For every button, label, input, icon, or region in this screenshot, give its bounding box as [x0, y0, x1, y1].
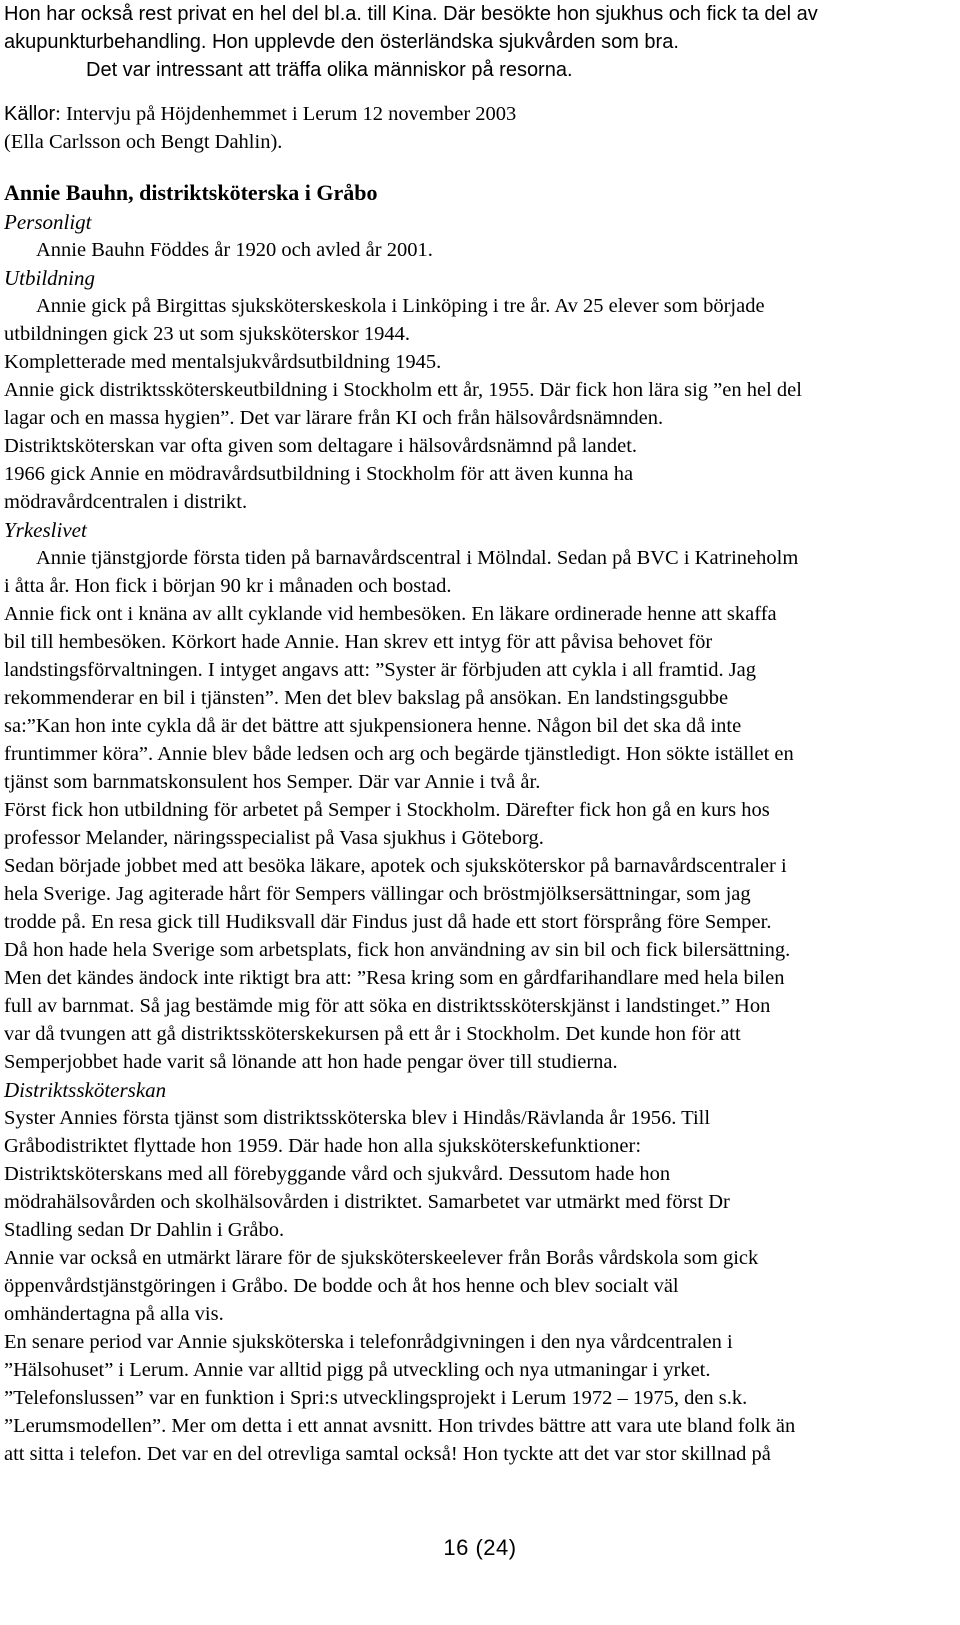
yrkeslivet-line-15: Då hon hade hela Sverige som arbetsplats, fick hon användning av sin bil och fick bilersättning.: [4, 939, 791, 961]
utbildning-line-2: utbildningen gick 23 ut som sjuksköterskor 1944.: [4, 323, 410, 345]
yrkeslivet-line-16: Men det kändes ändock inte riktigt bra att: ”Resa kring som en gårdfarihandlare med hela bilen: [4, 967, 785, 989]
yrkeslivet-line-18: var då tvungen att gå distriktssköterskekursen på ett år i Stockholm. Det kunde hon för att: [4, 1023, 741, 1045]
sources-line-2: (Ella Carlsson och Bengt Dahlin).: [4, 131, 283, 153]
distrikt-line-1: Syster Annies första tjänst som distriktssköterska blev i Hindås/Rävlanda år 1956. Till: [4, 1107, 711, 1129]
utbildning-line-7: 1966 gick Annie en mödravårdsutbildning i Stockholm för att även kunna ha: [4, 463, 634, 485]
document-page: [4, 0, 954, 1468]
sources-block: [4, 100, 954, 156]
utbildning-line-1: Annie gick på Birgittas sjuksköterskeskola i Linköping i tre år. Av 25 elever som började: [36, 295, 765, 317]
yrkeslivet-line-13: hela Sverige. Jag agiterade hårt för Sempers vällingar och bröstmjölksersättningar, som jag: [4, 883, 751, 905]
distrikt-line-8: omhändertagna på alla vis.: [4, 1303, 224, 1325]
utbildning-line-6: Distriktsköterskan var ofta given som deltagare i hälsovårdsnämnd på landet.: [4, 435, 638, 457]
sources-label: Källor: [4, 103, 56, 125]
distrikt-line-5: Stadling sedan Dr Dahlin i Gråbo.: [4, 1219, 285, 1241]
intro-line-1: Hon har också rest privat en hel del bl.a. till Kina. Där besökte hon sjukhus och fick ta del av: [4, 3, 818, 25]
sources-line-1: [4, 100, 954, 128]
section-heading-distriktsskoterskan: Distriktssköterskan: [4, 1078, 167, 1102]
distrikt-line-2: Gråbodistriktet flyttade hon 1959. Där hade hon alla sjuksköterskefunktioner:: [4, 1135, 642, 1157]
intro-line-3: Det var intressant att träffa olika människor på resorna.: [86, 59, 573, 81]
intro-line-2: akupunkturbehandling. Hon upplevde den österländska sjukvården som bra.: [4, 31, 679, 53]
yrkeslivet-line-6: rekommenderar en bil i tjänsten”. Men det blev bakslag på ansökan. En landstingsgubbe: [4, 687, 729, 709]
distrikt-line-4: mödrahälsovården och skolhälsovården i distriktet. Samarbetet var utmärkt med först Dr: [4, 1191, 730, 1213]
utbildning-line-3: Kompletterade med mentalsjukvårdsutbildning 1945.: [4, 351, 442, 373]
yrkeslivet-line-5: landstingsförvaltningen. I intyget angavs att: ”Syster är förbjuden att cykla i all framtid. Jag: [4, 659, 757, 681]
personligt-paragraph: Annie Bauhn Föddes år 1920 och avled år 2001.: [36, 239, 433, 261]
utbildning-line-8: mödravårdcentralen i distrikt.: [4, 491, 248, 513]
yrkeslivet-line-10: Först fick hon utbildning för arbetet på Semper i Stockholm. Därefter fick hon gå en kurs hos: [4, 799, 770, 821]
yrkeslivet-line-11: professor Melander, näringsspecialist på Vasa sjukhus i Göteborg.: [4, 827, 544, 849]
yrkeslivet-line-7: sa:”Kan hon inte cykla då är det bättre att sjukpensionera henne. Någon bil det ska då inte: [4, 715, 742, 737]
yrkeslivet-line-9: tjänst som barnmatskonsulent hos Semper. Där var Annie i två år.: [4, 771, 541, 793]
yrkeslivet-line-19: Semperjobbet hade varit så lönande att hon hade pengar över till studierna.: [4, 1051, 618, 1073]
distrikt-line-7: öppenvårdstjänstgöringen i Gråbo. De bodde och åt hos henne och blev socialt väl: [4, 1275, 679, 1297]
sources-text: : Intervju på Höjdenhemmet i Lerum 12 november 2003: [55, 103, 517, 125]
distrikt-line-11: ”Telefonslussen” var en funktion i Spri:s utvecklingsprojekt i Lerum 1972 – 1975, den s.k.: [4, 1387, 748, 1409]
yrkeslivet-line-1: Annie tjänstgjorde första tiden på barnavårdscentral i Mölndal. Sedan på BVC i Katrineholm: [36, 547, 799, 569]
distrikt-line-9: En senare period var Annie sjuksköterska i telefonrådgivningen i den nya vårdcentralen i: [4, 1331, 733, 1353]
article-title: Annie Bauhn, distriktsköterska i Gråbo: [4, 180, 378, 205]
yrkeslivet-line-14: trodde på. En resa gick till Hudiksvall där Findus just då hade ett stort försprång före Semper.: [4, 911, 772, 933]
yrkeslivet-line-2: i åtta år. Hon fick i början 90 kr i månaden och bostad.: [4, 575, 452, 597]
distrikt-line-13: att sitta i telefon. Det var en del otrevliga samtal också! Hon tyckte att det var stor skillnad på: [4, 1443, 771, 1465]
page-number: 16 (24): [443, 1535, 517, 1560]
section-heading-yrkeslivet: Yrkeslivet: [4, 518, 87, 542]
section-heading-personligt: Personligt: [4, 210, 92, 234]
distrikt-line-6: Annie var också en utmärkt lärare för de sjuksköterskeelever från Borås vårdskola som gick: [4, 1247, 759, 1269]
section-heading-utbildning: Utbildning: [4, 266, 96, 290]
yrkeslivet-line-8: fruntimmer köra”. Annie blev både ledsen och arg och begärde tjänstledigt. Hon sökte istället en: [4, 743, 794, 765]
distrikt-line-10: ”Hälsohuset” i Lerum. Annie var alltid pigg på utveckling och nya utmaningar i yrket.: [4, 1359, 711, 1381]
utbildning-line-5: lagar och en massa hygien”. Det var lärare från KI och från hälsovårdsnämnden.: [4, 407, 664, 429]
utbildning-line-4: Annie gick distriktssköterskeutbildning i Stockholm ett år, 1955. Där fick hon lära sig ”en hel del: [4, 379, 802, 401]
yrkeslivet-line-17: full av barnmat. Så jag bestämde mig för att söka en distriktssköterskjänst i landstinget.” Hon: [4, 995, 771, 1017]
distrikt-line-12: ”Lerumsmodellen”. Mer om detta i ett annat avsnitt. Hon trivdes bättre att vara ute bland folk än: [4, 1415, 796, 1437]
distrikt-line-3: Distriktsköterskans med all förebyggande vård och sjukvård. Dessutom hade hon: [4, 1163, 671, 1185]
yrkeslivet-line-3: Annie fick ont i knäna av allt cyklande vid hembesöken. En läkare ordinerade henne att skaffa: [4, 603, 777, 625]
yrkeslivet-line-12: Sedan började jobbet med att besöka läkare, apotek och sjuksköterskor på barnavårdscentraler i: [4, 855, 787, 877]
yrkeslivet-line-4: bil till hembesöken. Körkort hade Annie. Han skrev ett intyg för att påvisa behovet för: [4, 631, 713, 653]
